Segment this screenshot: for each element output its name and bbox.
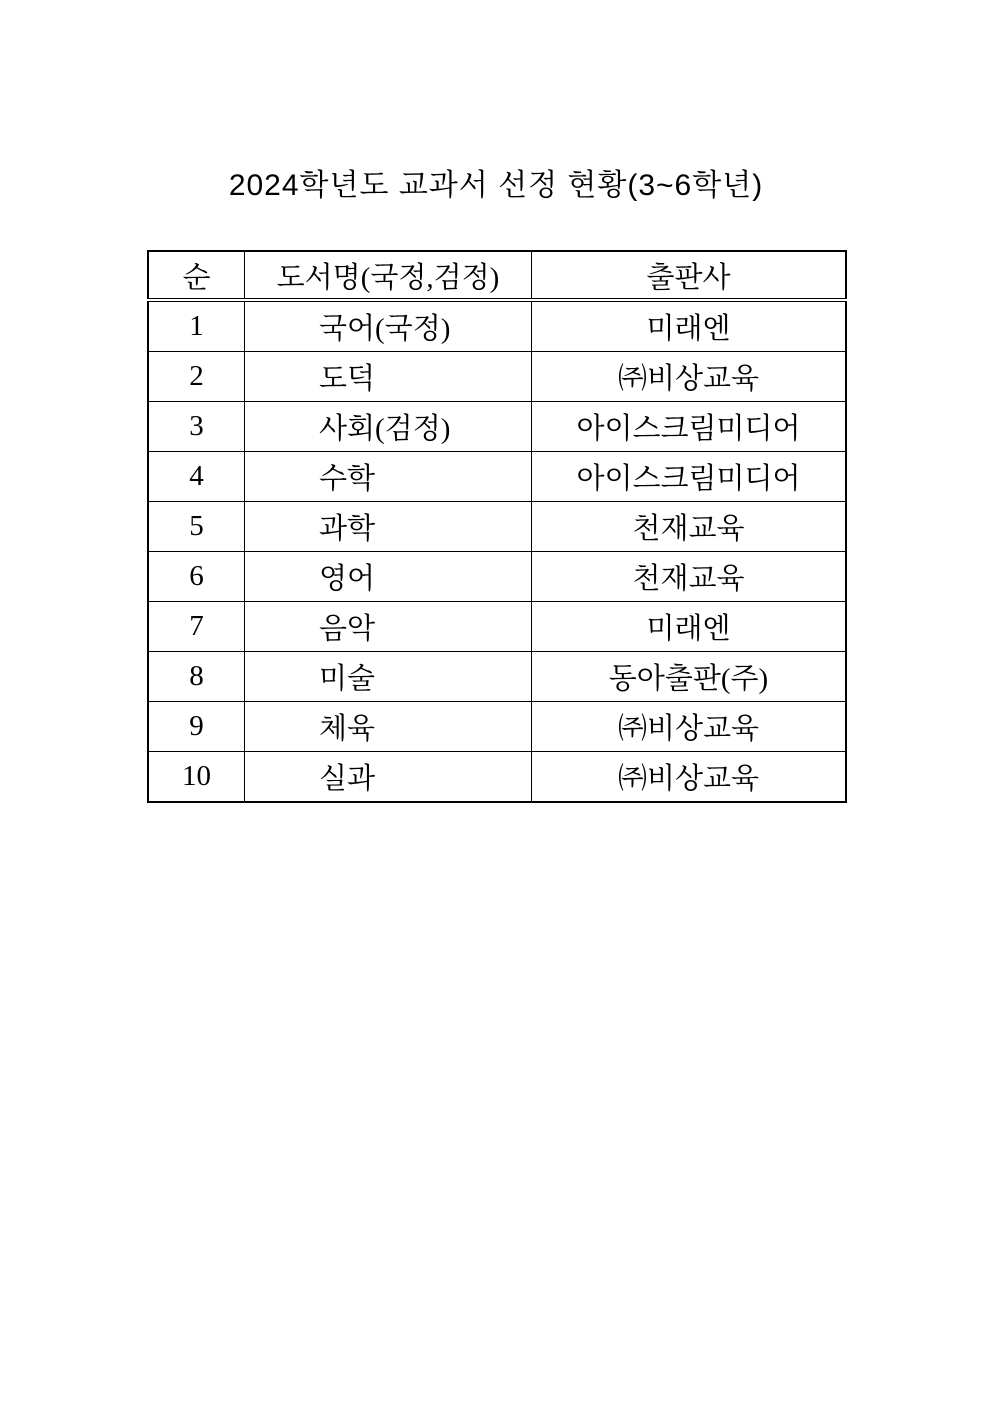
table-row xyxy=(148,552,846,602)
row-number: 10 xyxy=(148,752,245,803)
row-number: 5 xyxy=(148,502,245,552)
row-book: 체육 xyxy=(245,702,532,752)
row-publisher: 미래엔 xyxy=(532,602,847,652)
row-book: 영어 xyxy=(245,552,532,602)
header-publisher: 출판사 xyxy=(532,251,847,300)
row-book: 과학 xyxy=(245,502,532,552)
table-row xyxy=(148,300,846,352)
table-row xyxy=(148,752,846,803)
row-publisher: ㈜비상교육 xyxy=(532,352,847,402)
row-number: 7 xyxy=(148,602,245,652)
row-book: 수학 xyxy=(245,452,532,502)
row-book: 국어(국정) xyxy=(245,300,532,352)
row-publisher: 동아출판(주) xyxy=(532,652,847,702)
row-publisher: 아이스크림미디어 xyxy=(532,402,847,452)
row-publisher: ㈜비상교육 xyxy=(532,752,847,803)
row-book: 미술 xyxy=(245,652,532,702)
row-number: 6 xyxy=(148,552,245,602)
row-number: 8 xyxy=(148,652,245,702)
row-publisher: ㈜비상교육 xyxy=(532,702,847,752)
row-book: 실과 xyxy=(245,752,532,803)
header-book: 도서명(국정,검정) xyxy=(245,251,532,300)
row-book: 사회(검정) xyxy=(245,402,532,452)
row-publisher: 천재교육 xyxy=(532,552,847,602)
row-number: 9 xyxy=(148,702,245,752)
row-number: 3 xyxy=(148,402,245,452)
row-number: 1 xyxy=(148,300,245,352)
row-publisher: 천재교육 xyxy=(532,502,847,552)
table-row xyxy=(148,502,846,552)
table-row xyxy=(148,352,846,402)
row-publisher: 아이스크림미디어 xyxy=(532,452,847,502)
table-row xyxy=(148,652,846,702)
table-row xyxy=(148,402,846,452)
table-header-row xyxy=(148,251,846,300)
textbook-table xyxy=(147,250,847,803)
row-number: 4 xyxy=(148,452,245,502)
header-number: 순 xyxy=(148,251,245,300)
document-title: 2024학년도 교과서 선정 현황(3~6학년) xyxy=(228,169,764,202)
row-book: 도덕 xyxy=(245,352,532,402)
table-row xyxy=(148,452,846,502)
row-publisher: 미래엔 xyxy=(532,300,847,352)
row-number: 2 xyxy=(148,352,245,402)
table-row xyxy=(148,702,846,752)
table-row xyxy=(148,602,846,652)
row-book: 음악 xyxy=(245,602,532,652)
